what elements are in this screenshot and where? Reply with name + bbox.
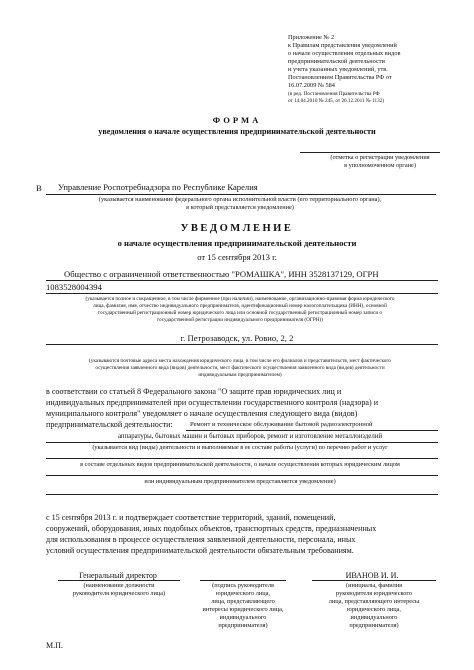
address-line [46,344,438,345]
registration-mark-line [300,152,440,153]
compliance-text-2: сооружений, оборудования, иных подобных объектов, транспортных средств, предназначенных [46,524,377,533]
appendix-line-7: 16.07.2009 № 584 [288,82,335,89]
compliance-text-3: для использования в процессе осуществления заявленной деятельности, персонала, иных [46,535,356,544]
position-line [58,580,180,581]
seal-mark: М.П. [46,641,63,650]
address-caption-1: (указываются почтовые адреса места нахождения юридического лица, в том числе его филиалов и представительств, мест фактического [89,358,391,364]
composition-caption-1: в составе отдельных видов предпринимательской деятельности, о начале осуществления которых юридическим лицом [80,461,400,468]
signature-caption-6: предпринимателя) [218,622,268,629]
signer-position: Генеральный директор [79,571,157,580]
appendix-line-1: Приложение № 2 [288,34,335,41]
composition-line [46,475,438,476]
addressee-caption-1: (указывается наименование федерального органа исполнительной власти (его территориального органа), [98,196,382,203]
signature-line [200,580,286,581]
position-caption-2: руководителя юридического лица) [72,590,166,597]
notice-date: от 15 сентября 2013 г. [197,252,277,262]
company-caption-2: лица, фамилия, имя, отчество индивидуального предпринимателя, идентификационный номер налогоплательщика (ИНН), основной [93,303,387,309]
company-caption-3: государственный регистрационный номер юридического лица или основной государственный регистрационный номер записи о [98,310,382,316]
registration-mark-caption-2: в уполномоченном органе) [344,162,416,169]
company-caption-1: (указывается полное и сокращенное, в том числе фирменное (при наличии), наименование, организационно-правовая форма юридического [85,296,395,302]
law-text-3: муниципального контроля" уведомляет о начале осуществления следующего вида (видов) [46,409,358,418]
signature-caption-4: интересы юридического лица, [202,606,284,613]
law-text-2: индивидуальных предпринимателей при осуществлении государственного контроля (надзора) и [46,398,379,407]
activity-line-3 [46,458,438,459]
composition-caption-2: или индивидуальным предпринимателем представляется уведомление) [144,478,336,485]
signature-caption-5: индивидуального [219,614,267,621]
company-value: Общество с ограниченной ответственностью "РОМАШКА", ИНН 3528137129, ОГРН [64,269,379,279]
activity-value-1: Ремонт и техническое обслуживание бытовой радиоэлектронной [190,421,373,428]
registration-mark-caption-1: (отметка о регистрации уведомления [330,154,430,161]
compliance-text-4: условий осуществления предпринимательской деятельности обязательным требованиям. [46,546,354,555]
activity-line-1 [186,430,438,431]
blank-line-1 [46,494,438,495]
signature-caption-3: лица, представляющего [211,598,275,605]
appendix-line-4: предпринимательской деятельности [288,58,385,65]
name-caption-3: лица, представляющего интересы [328,598,420,605]
addressee-caption-2: в который представляется уведомление) [186,204,294,211]
appendix-line-8: (в ред. Постановления Правительства РФ [288,91,380,97]
activity-line-2 [46,442,438,443]
name-caption-2: руководителя юридического [336,590,412,597]
address-caption-3: индивидуальным предпринимателем) [198,372,282,378]
activity-caption: (указывается вид (виды) деятельности и выполняемые в ее составе работы (услуги) по перечню работ и услуг [92,444,388,451]
appendix-line-9: от 14.04.2010 № 245, от 26.12.2011 № 1132) [288,98,385,104]
ogrn-value: 1083528004394 [46,282,102,292]
addressee-line [46,194,436,195]
addressee-value: Управление Роспотребнадзора по Республике Карелия [58,182,258,192]
form-subtitle: уведомления о начале осуществления предпринимательской деятельности [98,127,376,136]
position-caption-1: (наименование должности [83,582,155,589]
address-value: г. Петрозаводск, ул. Ровио, 2, 2 [180,333,294,343]
addressee-prefix: В [36,183,42,193]
signature-caption-1: (подпись руководителя [212,582,274,589]
notice-title: УВЕДОМЛЕНИЕ [180,223,294,234]
activity-prefix: предпринимательской деятельности: [46,420,173,429]
name-caption-4: юридического лица, [347,606,401,613]
appendix-line-5: и учета указанных уведомлений, утв. [288,66,388,73]
name-caption-5: индивидуального [350,614,398,621]
ogrn-line [46,293,438,294]
form-title: ФОРМА [212,115,262,125]
name-caption-6: предпринимателя) [349,622,399,629]
compliance-text-1: с 15 сентября 2013 г. и подтверждает соответствие территорий, зданий, помещений, [46,513,336,522]
appendix-line-2: к Правилам представления уведомлений [288,42,397,49]
name-line [312,580,436,581]
address-caption-2: осуществления заявленного вида (видов) деятельности, мест фактического осуществления заявленного вида (видов) деятельности [95,365,385,371]
activity-value-2: аппаратуры, бытовых машин и бытовых приборов, ремонт и изготовление металлоизделий [118,433,382,440]
name-caption-1: (инициалы, фамилия [346,582,402,589]
appendix-line-3: о начале осуществления отдельных видов [288,50,401,57]
company-caption-4: государственной регистрации индивидуального предпринимателя (ОГРН)) [157,317,323,323]
law-text-1: в соответствии со статьей 8 Федерального закона "О защите прав юридических лиц и [46,387,342,396]
appendix-line-6: Постановлением Правительства РФ от [288,74,392,81]
signer-name: ИВАНОВ И. И. [345,571,399,580]
signature-caption-2: юридического лица, [216,590,270,597]
notice-subtitle: о начале осуществления предпринимательской деятельности [117,238,357,248]
company-line [46,280,438,281]
